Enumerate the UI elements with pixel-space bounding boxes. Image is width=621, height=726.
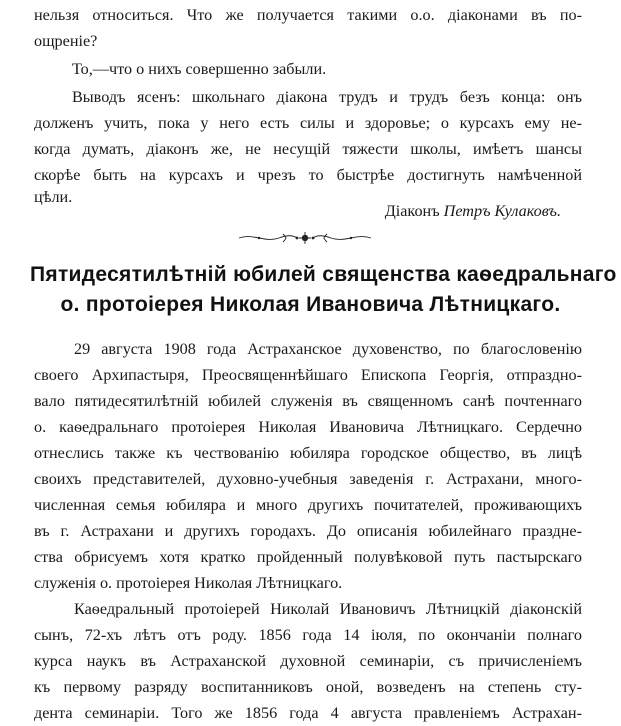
text-line: 29 августа 1908 года Астраханское духовенство, по благословенію: [74, 340, 582, 358]
text-line: своихъ представителей, духовно-учебныя заведенія г. Астрахани, много-: [34, 470, 582, 488]
text-line: Каѳедральный протоіерей Николай Ивановичъ Лѣтницкій діаконскій: [74, 600, 582, 618]
text-line: численная семья юбиляра и много другихъ почитателей, проживающихъ: [34, 496, 582, 514]
text-line: долженъ учить, пока у него есть силы и здоровье; о курсахъ ему не-: [34, 114, 582, 132]
signature-name: Петръ Кулаковъ.: [443, 202, 561, 220]
article-subtitle: о. протоіерея Николая Ивановича Лѣтницкаго.: [60, 293, 561, 316]
text-line: служенія о. протоіерея Николая Лѣтницкаго.: [34, 574, 343, 592]
text-line: своего Архипастыря, Преосвященнѣйшаго Епископа Георгія, отпраздно-: [34, 366, 582, 384]
text-line: нельзя относиться. Что же получается такими о.о. діаконами въ по-: [34, 6, 582, 24]
text-line: ства обрисуемъ хотя кратко пройденный полувѣковой путь пастырскаго: [34, 548, 582, 566]
text-line: скорѣе быть на курсахъ и чрезъ то быстрѣе достигнуть намѣченной: [34, 166, 582, 184]
signature: [385, 198, 561, 224]
text-line: Выводъ ясенъ: школьнаго діакона трудъ и трудъ безъ конца: онъ: [72, 88, 582, 106]
ornament-divider: [235, 231, 375, 245]
article-title: Пятидесятилѣтній юбилей священства каѳедральнаго: [30, 263, 617, 286]
text-line: курса наукъ въ Астраханской духовной семинаріи, съ причисленіемъ: [34, 652, 582, 670]
text-line: отнеслись также къ чествованію юбиляра городское общество, въ лицѣ: [34, 444, 582, 462]
text-line: о. каѳедральнаго протоіерея Николая Ивановича Лѣтницкаго. Сердечно: [34, 418, 582, 436]
text-line: ощреніе?: [34, 32, 98, 50]
text-line: То,—что о нихъ совершенно забыли.: [72, 60, 327, 78]
text-line: сынъ, 72-хъ лѣтъ отъ роду. 1856 года 14 іюля, по окончаніи полнаго: [34, 626, 582, 644]
text-line: въ г. Астрахани и другихъ городахъ. До описанія юбилейнаго праздне-: [34, 522, 582, 540]
text-line: когда думать, діаконъ же, не несущій тяжести школы, имѣетъ шансы: [34, 140, 582, 158]
text-line: дента семинаріи. Того же 1856 года 4 августа правленіемъ Астрахан-: [34, 704, 582, 722]
text-line: къ первому разряду воспитанниковъ оной, возведенъ на степень сту-: [34, 678, 582, 696]
text-line: вало пятидесятилѣтній юбилей служенія въ священномъ санѣ почтеннаго: [34, 392, 582, 410]
signature-title: Діаконъ: [384, 202, 440, 220]
text-line: цѣли.: [34, 188, 73, 206]
